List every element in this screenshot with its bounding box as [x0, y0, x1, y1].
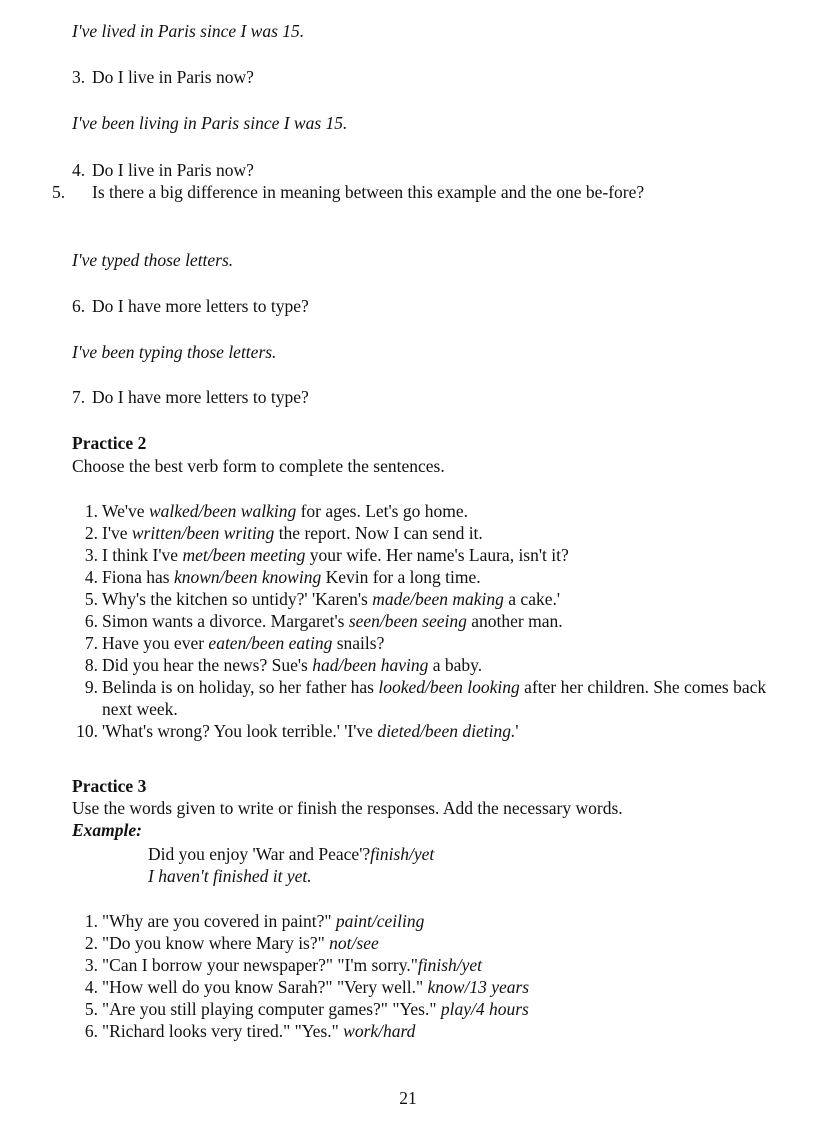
item-text-after: another man. — [466, 611, 563, 631]
item-text: "Why are you covered in paint?" — [102, 911, 336, 931]
item-text-after: ' — [515, 721, 519, 741]
list-item — [72, 588, 792, 610]
verb-options: eaten/been eating — [208, 633, 333, 653]
item-number: 2. — [84, 933, 98, 953]
verb-options: known/been knowing — [173, 567, 322, 587]
item-number: 1. — [84, 911, 98, 931]
list-item — [72, 720, 792, 742]
verb-options: walked/been walking — [148, 501, 297, 521]
question-number: 6. — [72, 296, 86, 316]
item-number: 8. — [84, 655, 98, 675]
item-number: 10. — [76, 721, 98, 741]
question-text: Do I have more letters to type? — [92, 387, 309, 407]
list-item — [72, 998, 792, 1020]
practice-3-list — [72, 910, 792, 1042]
item-text-before: We've — [102, 501, 149, 521]
item-text-after: snails? — [332, 633, 385, 653]
question-6 — [72, 295, 762, 317]
item-text-after: after her children. She comes back next week. — [102, 677, 767, 719]
verb-options: dieted/been dieting. — [377, 721, 516, 741]
question-text: Do I live in Paris now? — [92, 160, 254, 180]
item-text-before: Why's the kitchen so untidy?' 'Karen's — [102, 589, 373, 609]
item-number: 3. — [84, 545, 98, 565]
example-sentence-typed: I've typed those letters. — [72, 250, 234, 270]
question-text: Do I live in Paris now? — [92, 67, 254, 87]
practice-2-heading: Practice 2 — [72, 433, 147, 453]
example-sentence-been-living: I've been living in Paris since I was 15. — [72, 113, 348, 133]
question-text: Is there a big difference in meaning between this example and the one be-fore? — [92, 182, 645, 202]
word-cue: paint/ceiling — [335, 911, 425, 931]
question-number: 7. — [72, 387, 86, 407]
item-text-before: Have you ever — [102, 633, 209, 653]
page-number: 21 — [399, 1088, 417, 1108]
item-text-after: Kevin for a long time. — [321, 567, 481, 587]
list-item — [72, 1020, 792, 1042]
question-number: 4. — [72, 160, 86, 180]
item-number: 3. — [84, 955, 98, 975]
question-3 — [72, 66, 762, 88]
practice-3-heading: Practice 3 — [72, 776, 147, 796]
list-item — [72, 654, 792, 676]
example-question — [148, 843, 748, 865]
item-number: 7. — [84, 633, 98, 653]
item-number: 5. — [84, 589, 98, 609]
list-item — [72, 522, 792, 544]
word-cue: play/4 hours — [440, 999, 529, 1019]
verb-options: written/been writing — [131, 523, 275, 543]
list-item — [72, 976, 792, 998]
item-number: 4. — [84, 567, 98, 587]
item-text-after: your wife. Her name's Laura, isn't it? — [305, 545, 569, 565]
item-text: "Richard looks very tired." "Yes." — [102, 1021, 344, 1041]
question-number: 3. — [72, 67, 86, 87]
list-item — [72, 500, 792, 522]
list-item — [72, 954, 792, 976]
verb-options: made/been making — [372, 589, 504, 609]
item-text-after: a baby. — [428, 655, 483, 675]
item-number: 9. — [84, 677, 98, 697]
item-text-before: Belinda is on holiday, so her father has — [102, 677, 379, 697]
item-text-before: Did you hear the news? Sue's — [102, 655, 313, 675]
question-text: Do I have more letters to type? — [92, 296, 309, 316]
item-number: 2. — [84, 523, 98, 543]
list-item — [72, 932, 792, 954]
example-question-text: Did you enjoy 'War and Peace'? — [148, 844, 371, 864]
question-number: 5. — [52, 182, 66, 202]
item-number: 1. — [84, 501, 98, 521]
list-item — [72, 910, 792, 932]
practice-2-instruction: Choose the best verb form to complete the sentences. — [72, 456, 445, 476]
example-sentence-been-typing: I've been typing those letters. — [72, 342, 277, 362]
verb-options: met/been meeting — [182, 545, 306, 565]
item-text-after: for ages. Let's go home. — [296, 501, 468, 521]
item-number: 5. — [84, 999, 98, 1019]
item-text: "Do you know where Mary is?" — [102, 933, 330, 953]
item-number: 4. — [84, 977, 98, 997]
item-number: 6. — [84, 1021, 98, 1041]
example-sentence-lived: I've lived in Paris since I was 15. — [72, 21, 305, 41]
verb-options: looked/been looking — [378, 677, 520, 697]
word-cue: work/hard — [343, 1021, 416, 1041]
item-number: 6. — [84, 611, 98, 631]
item-text: "How well do you know Sarah?" "Very well." — [102, 977, 428, 997]
item-text-after: the report. Now I can send it. — [274, 523, 483, 543]
example-answer: I haven't finished it yet. — [148, 866, 312, 886]
list-item — [72, 610, 792, 632]
question-5 — [52, 181, 782, 203]
item-text: "Can I borrow your newspaper?" "I'm sorry." — [102, 955, 418, 975]
word-cue: not/see — [329, 933, 379, 953]
item-text-after: a cake.' — [503, 589, 561, 609]
list-item — [72, 632, 792, 654]
item-text-before: Fiona has — [102, 567, 174, 587]
verb-options: seen/been seeing — [348, 611, 467, 631]
word-cue: finish/yet — [417, 955, 483, 975]
question-7 — [72, 386, 762, 408]
practice-2-list — [72, 500, 792, 742]
item-text-before: I've — [102, 523, 132, 543]
item-text-before: 'What's wrong? You look terrible.' 'I've — [102, 721, 378, 741]
item-text-before: Simon wants a divorce. Margaret's — [102, 611, 349, 631]
example-label: Example: — [72, 820, 142, 840]
verb-options: had/been having — [312, 655, 429, 675]
item-text: "Are you still playing computer games?" "Yes." — [102, 999, 441, 1019]
item-text-before: I think I've — [102, 545, 183, 565]
list-item — [72, 566, 792, 588]
question-4 — [72, 159, 762, 181]
example-cue: finish/yet — [370, 844, 435, 864]
word-cue: know/13 years — [427, 977, 530, 997]
list-item — [72, 676, 792, 720]
list-item — [72, 544, 792, 566]
practice-3-instruction: Use the words given to write or finish the responses. Add the necessary words. — [72, 798, 623, 818]
